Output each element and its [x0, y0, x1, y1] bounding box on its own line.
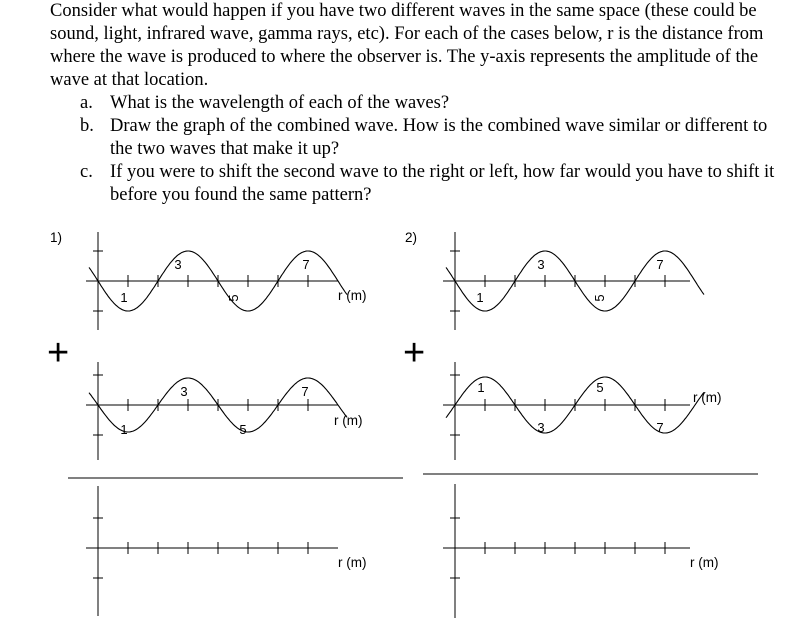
case-2-wave-1-graph [443, 232, 704, 330]
case-1-answer-axis-label: r (m) [338, 555, 367, 570]
case-2-answer-axis-label: r (m) [690, 555, 719, 570]
case-2-wave-2-label-peak-1: 1 [477, 380, 485, 395]
question-b-text: Draw the graph of the combined wave. How is the combined wave similar or different to the two waves that make it up? [110, 116, 768, 159]
case-1-wave-2-graph [86, 362, 362, 460]
case-2-wave-2-label-peak-2: 5 [596, 380, 604, 395]
case-1-wave-1-axis-label: r (m) [338, 288, 367, 303]
case-1-wave-1-label-peak-1: 3 [174, 257, 182, 272]
problem-intro: Consider what would happen if you have two different waves in the same space (these could be sound, light, infrared wave, gamma rays, etc). For each of the cases below, r is the distance from where the wave is produced to where the observer is. The y-axis represents the amplitude of the wave at that location. [50, 1, 764, 90]
case-1-label: 1) [50, 230, 63, 245]
case-2-wave-1-label-peak-1: 3 [537, 257, 545, 272]
case-2-label: 2) [405, 230, 418, 245]
case-1-wave-2-label-peak-2: 7 [301, 384, 309, 399]
question-c-text: If you were to shift the second wave to the right or left, how far would you have to shift it before you found the same pattern? [110, 162, 775, 205]
case-2-wave-1-label-trough-2: 5 [592, 294, 607, 302]
case-1-answer-graph [86, 486, 366, 616]
case-2-wave-2-graph [443, 362, 721, 460]
question-c-letter: c. [80, 162, 93, 182]
case-2-wave-1-label-trough-1: 1 [476, 290, 484, 305]
question-a-letter: a. [80, 93, 93, 113]
case-1-wave-1-label-trough-1: 1 [120, 290, 128, 305]
question-a-text: What is the wavelength of each of the waves? [110, 93, 450, 113]
question-b-letter: b. [80, 116, 94, 136]
case-1-wave-2-label-peak-1: 3 [180, 384, 188, 399]
case-2-wave-1-label-peak-2: 7 [656, 257, 664, 272]
case-1-wave-2-label-trough-1: 1 [120, 422, 128, 437]
case-1-wave-1-graph [86, 232, 366, 330]
case-1-wave-2-label-trough-2: 5 [239, 422, 247, 437]
case-2-answer-graph [443, 484, 718, 618]
case-1-wave-1-label-peak-2: 7 [302, 257, 310, 272]
plus-sign-2: + [403, 332, 426, 374]
plus-sign-1: + [47, 332, 70, 374]
case-2-wave-2-label-trough-2: 7 [656, 420, 664, 435]
case-1-wave-1-label-trough-2: 5 [226, 294, 241, 302]
case-2-wave-2-axis-label: r (m) [693, 390, 722, 405]
case-2-wave-2-label-trough-1: 3 [537, 420, 545, 435]
case-1-wave-2-axis-label: r (m) [334, 413, 363, 428]
